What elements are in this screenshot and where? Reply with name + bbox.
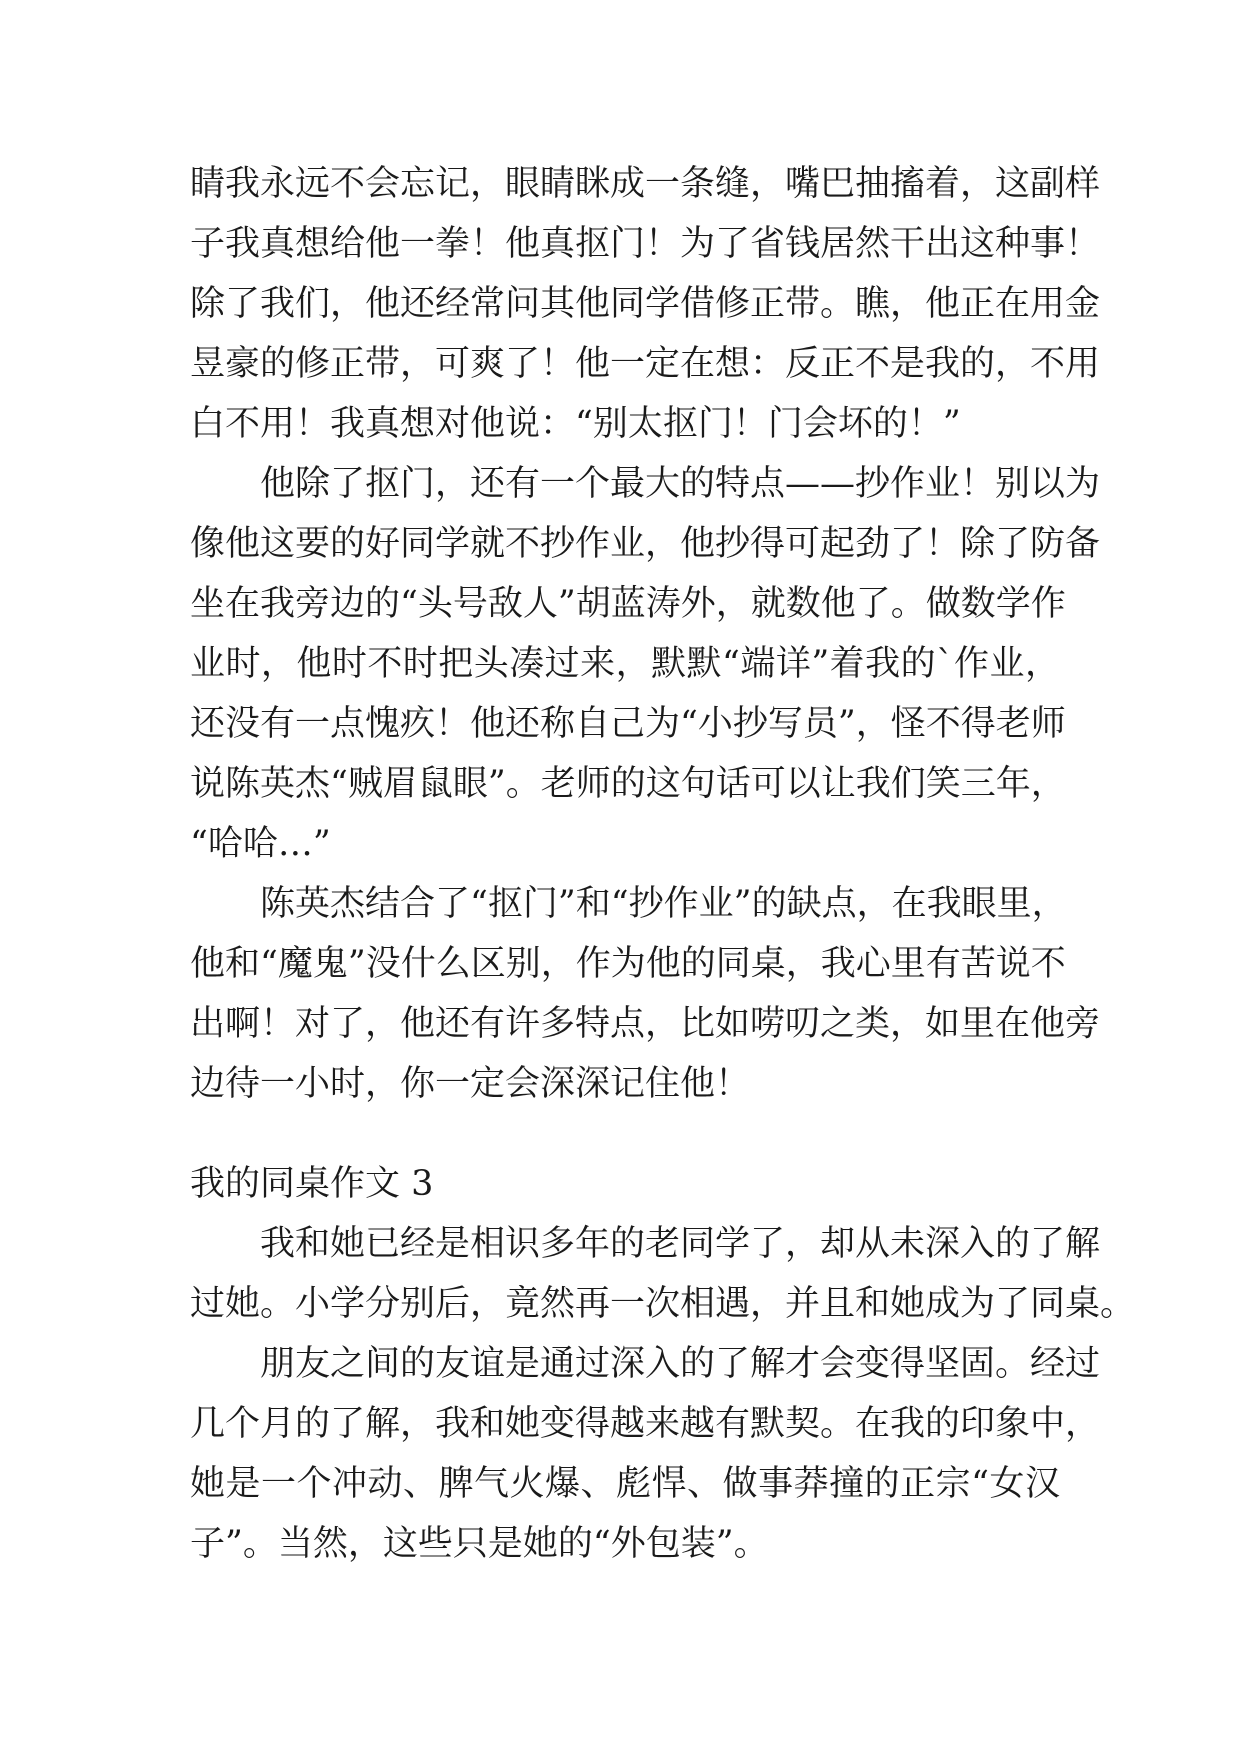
paragraph-line: 白不用！我真想对他说：“别太抠门！门会坏的！” (190, 404, 961, 444)
paragraph-line: 他除了抠门，还有一个最大的特点——抄作业！别以为 (260, 464, 1101, 504)
paragraph-line: 睛我永远不会忘记，眼睛眯成一条缝，嘴巴抽搐着，这副样 (190, 164, 1101, 204)
paragraph-line: 子我真想给他一拳！他真抠门！为了省钱居然干出这种事！ (190, 224, 1101, 264)
section-title: 我的同桌作文 3 (190, 1164, 434, 1204)
paragraph-line: 他和“魔鬼”没什么区别，作为他的同桌，我心里有苦说不 (190, 944, 1066, 984)
paragraph-line: 子”。当然，这些只是她的“外包装”。 (190, 1524, 769, 1564)
paragraph-line: 出啊！对了，他还有许多特点，比如唠叨之类，如里在他旁 (190, 1004, 1101, 1044)
paragraph-line: 坐在我旁边的“头号敌人”胡蓝涛外，就数他了。做数学作 (190, 584, 1066, 624)
paragraph-line: 还没有一点愧疚！他还称自己为“小抄写员”，怪不得老师 (190, 704, 1066, 744)
paragraph-line: 业时，他时不时把头凑过来，默默“端详”着我的`作业， (190, 644, 1060, 684)
paragraph-line: 陈英杰结合了“抠门”和“抄作业”的缺点，在我眼里， (260, 884, 1067, 924)
paragraph-line: “哈哈…” (190, 824, 331, 864)
paragraph-line: 过她。小学分别后，竟然再一次相遇，并且和她成为了同桌。 (190, 1284, 1136, 1324)
paragraph-line: 我和她已经是相识多年的老同学了，却从未深入的了解 (260, 1224, 1101, 1264)
paragraph-line: 她是一个冲动、脾气火爆、彪悍、做事莽撞的正宗“女汉 (190, 1464, 1060, 1504)
paragraph-line: 昱豪的修正带，可爽了！他一定在想：反正不是我的，不用 (190, 344, 1101, 384)
paragraph-line: 几个月的了解，我和她变得越来越有默契。在我的印象中， (190, 1404, 1101, 1444)
paragraph-line: 除了我们，他还经常问其他同学借修正带。瞧，他正在用金 (190, 284, 1101, 324)
paragraph-line: 说陈英杰“贼眉鼠眼”。老师的这句话可以让我们笑三年， (190, 764, 1066, 804)
paragraph-line: 像他这要的好同学就不抄作业，他抄得可起劲了！除了防备 (190, 524, 1101, 564)
paragraph-line: 边待一小时，你一定会深深记住他！ (190, 1064, 751, 1104)
paragraph-line: 朋友之间的友谊是通过深入的了解才会变得坚固。经过 (260, 1344, 1101, 1384)
